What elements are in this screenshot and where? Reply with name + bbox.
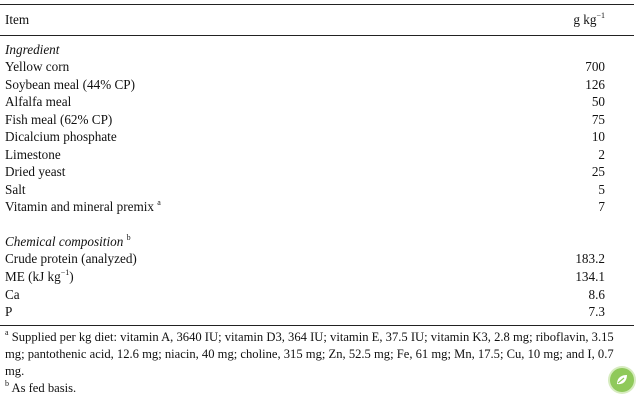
section-title-ingredient: Ingredient [5,42,60,57]
table-row: Alfalfa meal 50 [5,94,605,109]
table-row: Crude protein (analyzed) 183.2 [5,251,605,266]
header-item: Item [5,12,30,27]
table-row: Dried yeast 25 [5,164,605,179]
table-row: P 7.3 [5,304,605,319]
table-row: Fish meal (62% CP) 75 [5,112,605,127]
footnote-a-ref: a [157,198,161,207]
footnote-b: $^b$ As fed basis. [5,379,77,395]
header-unit: g $kg^{-1}$ [573,11,605,27]
table-row: Dicalcium phosphate 10 [5,129,605,144]
leaf-badge-icon [610,368,634,392]
top-rule [0,4,634,5]
footnote-b-ref: b [126,233,131,242]
table-row: Yellow corn 700 [5,59,605,74]
bottom-rule [0,325,634,326]
table-row: Vitamin and mineral premix $^a$ 7 [5,198,605,214]
table-row: Limestone 2 [5,147,605,162]
footnote-a: $^a$ Supplied per kg diet: vitamin A, 3640 IU; vitamin D3, 364 IU; vitamin E, 37.5 IU; vitamin K3, 2.8 mg; riboflavin, 3.15 mg; pantothenic acid, 12.6 mg; niacin, 40 mg; choline, 315 mg; Zn, 52.5 mg; Fe, 61 mg; Mn, 17.5; Cu, 10 mg; and I, 0.7 mg. [5,328,614,378]
header-rule [0,35,634,36]
table-row: ME (kJ $kg^{-1}$) 134.1 [5,268,605,284]
table-row: Soybean meal (44% CP) 126 [5,77,605,92]
table-row: Ca 8.6 [5,287,605,302]
section-title-chemical-composition: Chemical composition $^b$ [5,233,131,249]
table-row: Salt 5 [5,182,605,197]
header-row [5,11,605,29]
